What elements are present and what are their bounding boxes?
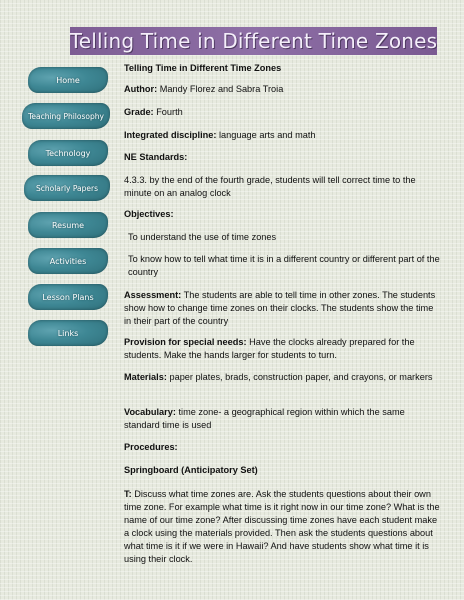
nav-scholarly-papers-label: Scholarly Papers — [35, 183, 99, 193]
vocabulary-paragraph — [124, 406, 440, 432]
nav-resume-label: Resume — [51, 220, 85, 230]
nav-scholarly-papers-button[interactable] — [24, 175, 110, 201]
objective-2: To know how to tell what time it is in a different country or different part of the country — [128, 254, 440, 277]
standards-heading: NE Standards: — [124, 152, 188, 162]
vocabulary-label: Vocabulary: — [124, 407, 176, 417]
springboard-heading: Springboard (Anticipatory Set) — [124, 465, 258, 475]
grade-label: Grade: — [124, 107, 154, 117]
grade-value: Fourth — [156, 107, 183, 117]
materials-value: paper plates, brads, construction paper, and crayons, or markers — [169, 372, 433, 382]
lesson-heading: Telling Time in Different Time Zones — [124, 63, 282, 73]
materials-label: Materials: — [124, 372, 167, 382]
nav-technology-label: Technology — [45, 148, 91, 158]
author-line — [124, 83, 440, 96]
nav-links-button[interactable] — [28, 320, 108, 346]
grade-line — [124, 106, 440, 119]
objective-1: To understand the use of time zones — [128, 232, 277, 242]
discipline-line — [124, 129, 440, 142]
nav-activities-label: Activities — [49, 256, 87, 266]
procedures-heading: Procedures: — [124, 442, 178, 452]
nav-teaching-philosophy-label: Teaching Philosophy — [28, 111, 104, 121]
author-value: Mandy Florez and Sabra Troia — [159, 84, 284, 94]
materials-paragraph — [124, 371, 440, 384]
nav-home-button[interactable] — [28, 67, 108, 93]
nav-teaching-philosophy-button[interactable] — [22, 103, 110, 129]
teacher-value: Discuss what time zones are. Ask the students questions about their own time zone. For example what time is it right now in our time zone? What is the name of our time zone? After discussing time zones have each student make a clock using the materials provided. Then ask the students questions about what time is it if we were in Hawaii? And have students show what time it is using their clock. — [124, 489, 440, 564]
vocabulary-value: time zone- a geographical region within which the same standard time is used — [124, 407, 405, 430]
nav-activities-button[interactable] — [28, 248, 108, 274]
nav-lesson-plans-label: Lesson Plans — [42, 292, 94, 302]
discipline-value: language arts and math — [218, 130, 316, 140]
page-title-banner — [70, 27, 437, 55]
nav-links-label: Links — [57, 328, 79, 338]
teacher-instructions — [124, 488, 440, 566]
special-needs-paragraph — [124, 336, 440, 362]
nav-home-label: Home — [56, 75, 80, 85]
author-label: Author: — [124, 84, 158, 94]
special-needs-value: Have the clocks already prepared for the students. Make the hands larger for students to turn. — [124, 337, 415, 360]
assessment-label: Assessment: — [124, 290, 182, 300]
assessment-paragraph — [124, 289, 440, 328]
nav-technology-button[interactable] — [28, 140, 108, 166]
standards-text: 4.3.3. by the end of the fourth grade, students will tell correct time to the minute on an analog clock — [124, 175, 416, 198]
nav-lesson-plans-button[interactable] — [28, 284, 108, 310]
nav-resume-button[interactable] — [28, 212, 108, 238]
teacher-label: T: — [124, 489, 132, 499]
special-needs-label: Provision for special needs: — [124, 337, 247, 347]
page-title: Telling Time in Different Time Zones — [69, 29, 438, 53]
discipline-label: Integrated discipline: — [124, 130, 217, 140]
assessment-value: The students are able to tell time in other zones. The students show how to change time zones on their clocks. The students show the time in their part of the country — [124, 290, 436, 326]
objectives-heading: Objectives: — [124, 209, 174, 219]
